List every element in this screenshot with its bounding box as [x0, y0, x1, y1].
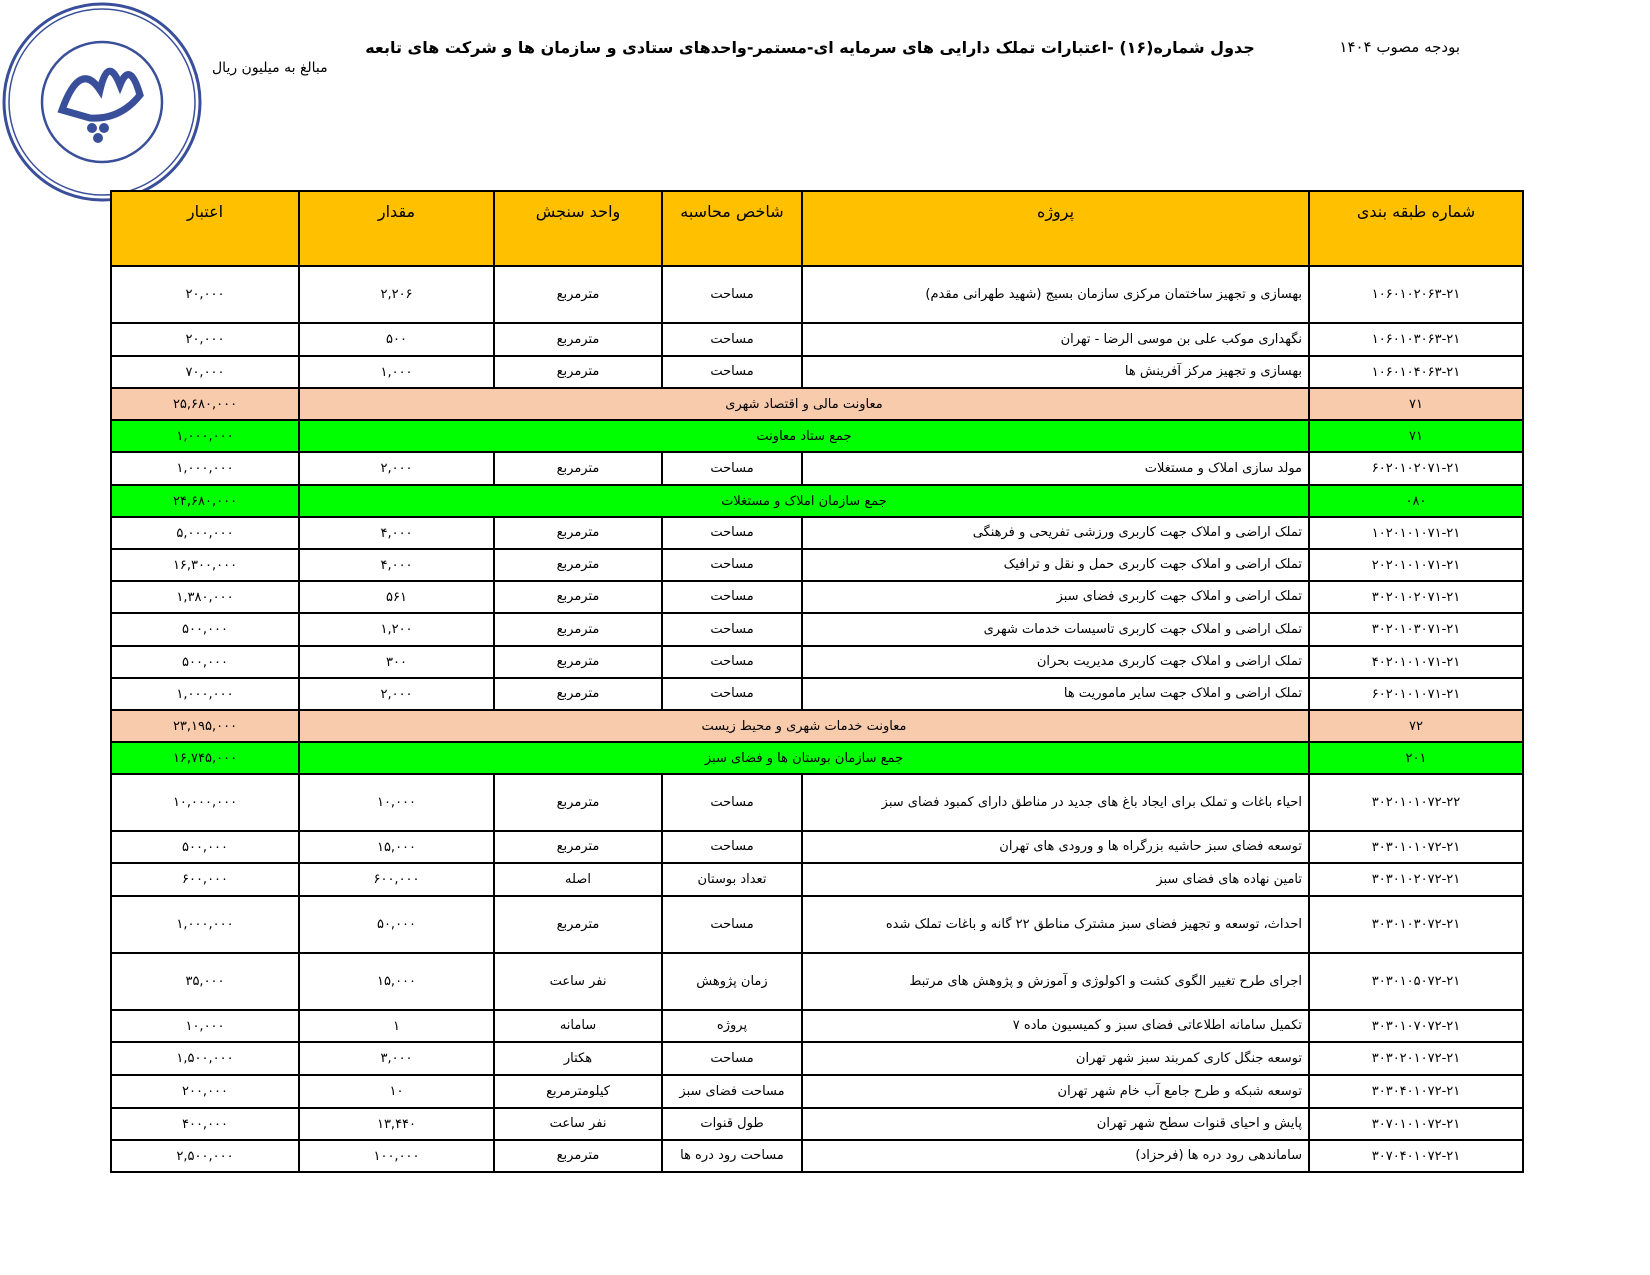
cell-quantity: ۴,۰۰۰ [299, 549, 494, 581]
cell-code: ۱۰۶۰۱۰۳۰۶۳-۲۱ [1309, 323, 1523, 356]
cell-unit: هکتار [494, 1042, 662, 1075]
cell-code: ۷۱ [1309, 420, 1523, 452]
cell-indicator: مساحت [662, 356, 802, 388]
cell-quantity: ۱۰,۰۰۰ [299, 774, 494, 831]
cell-code: ۳۰۳۰۱۰۱۰۷۲-۲۱ [1309, 831, 1523, 863]
cell-code: ۲۰۲۰۱۰۱۰۷۱-۲۱ [1309, 549, 1523, 581]
table-row [111, 1075, 1523, 1108]
cell-unit: کیلومترمربع [494, 1075, 662, 1108]
cell-credit: ۵۰۰,۰۰۰ [111, 646, 299, 678]
table-row [111, 613, 1523, 646]
total-row [111, 485, 1523, 517]
cell-indicator: مساحت [662, 452, 802, 485]
cell-project: تکمیل سامانه اطلاعاتی فضای سبز و کمیسیون ماده ۷ [802, 1010, 1309, 1042]
table-row [111, 774, 1523, 831]
cell-quantity: ۱ [299, 1010, 494, 1042]
cell-quantity: ۱,۰۰۰ [299, 356, 494, 388]
cell-credit: ۲۳,۱۹۵,۰۰۰ [111, 710, 299, 742]
cell-unit: مترمربع [494, 356, 662, 388]
total-row [111, 742, 1523, 774]
cell-project: مولد سازی املاک و مستغلات [802, 452, 1309, 485]
cell-quantity: ۳,۰۰۰ [299, 1042, 494, 1075]
cell-quantity: ۱۵,۰۰۰ [299, 953, 494, 1010]
cell-credit: ۱,۳۸۰,۰۰۰ [111, 581, 299, 613]
cell-indicator: مساحت [662, 266, 802, 323]
cell-credit: ۲۰,۰۰۰ [111, 323, 299, 356]
cell-credit: ۱,۰۰۰,۰۰۰ [111, 420, 299, 452]
col-header-code: شماره طبقه بندی [1309, 191, 1523, 266]
table-row [111, 896, 1523, 953]
page-title: جدول شماره(۱۶) -اعتبارات تملک دارایی های سرمایه ای-مستمر-واحدهای ستادی و سازمان ها و شرکت های تابعه [365, 38, 1255, 57]
cell-quantity: ۱۵,۰۰۰ [299, 831, 494, 863]
cell-quantity: ۶۰۰,۰۰۰ [299, 863, 494, 896]
table-row [111, 1108, 1523, 1140]
cell-indicator: مساحت [662, 646, 802, 678]
cell-project: اجرای طرح تغییر الگوی کشت و اکولوژی و آموزش و پژوهش های مرتبط [802, 953, 1309, 1010]
cell-unit: مترمربع [494, 774, 662, 831]
cell-quantity: ۲,۲۰۶ [299, 266, 494, 323]
cell-code: ۳۰۲۰۱۰۲۰۷۱-۲۱ [1309, 581, 1523, 613]
cell-unit: مترمربع [494, 646, 662, 678]
cell-code: ۲۰۱ [1309, 742, 1523, 774]
cell-code: ۱۰۶۰۱۰۲۰۶۳-۲۱ [1309, 266, 1523, 323]
cell-project: پایش و احیای قنوات سطح شهر تهران [802, 1108, 1309, 1140]
cell-indicator: پروژه [662, 1010, 802, 1042]
table-row [111, 517, 1523, 549]
col-header-credit: اعتبار [111, 191, 299, 266]
budget-label: بودجه مصوب ۱۴۰۴ [1339, 38, 1460, 56]
cell-project: احیاء باغات و تملک برای ایجاد باغ های جدید در مناطق دارای کمبود فضای سبز [802, 774, 1309, 831]
table-row [111, 1140, 1523, 1172]
cell-code: ۷۱ [1309, 388, 1523, 420]
cell-code: ۳۰۳۰۱۰۷۰۷۲-۲۱ [1309, 1010, 1523, 1042]
cell-indicator: مساحت [662, 678, 802, 710]
cell-unit: مترمربع [494, 1140, 662, 1172]
cell-code: ۰۸۰ [1309, 485, 1523, 517]
cell-code: ۷۲ [1309, 710, 1523, 742]
cell-credit: ۵۰۰,۰۰۰ [111, 831, 299, 863]
table-row [111, 831, 1523, 863]
cell-code: ۳۰۷۰۴۰۱۰۷۲-۲۱ [1309, 1140, 1523, 1172]
table-row [111, 678, 1523, 710]
cell-indicator: مساحت [662, 323, 802, 356]
cell-project: توسعه شبکه و طرح جامع آب خام شهر تهران [802, 1075, 1309, 1108]
cell-code: ۶۰۲۰۱۰۲۰۷۱-۲۱ [1309, 452, 1523, 485]
cell-unit: مترمربع [494, 613, 662, 646]
table-row [111, 581, 1523, 613]
cell-credit: ۲,۵۰۰,۰۰۰ [111, 1140, 299, 1172]
table-row [111, 323, 1523, 356]
cell-code: ۱۰۶۰۱۰۴۰۶۳-۲۱ [1309, 356, 1523, 388]
cell-indicator: مساحت [662, 774, 802, 831]
cell-quantity: ۵۰,۰۰۰ [299, 896, 494, 953]
cell-quantity: ۱۰۰,۰۰۰ [299, 1140, 494, 1172]
total-row [111, 420, 1523, 452]
cell-quantity: ۵۰۰ [299, 323, 494, 356]
cell-code: ۳۰۳۰۲۰۱۰۷۲-۲۱ [1309, 1042, 1523, 1075]
table-row [111, 1042, 1523, 1075]
cell-unit: مترمربع [494, 581, 662, 613]
cell-section-title: معاونت مالی و اقتصاد شهری [299, 388, 1309, 420]
cell-code: ۳۰۳۰۱۰۳۰۷۲-۲۱ [1309, 896, 1523, 953]
cell-indicator: تعداد بوستان [662, 863, 802, 896]
cell-code: ۳۰۳۰۱۰۲۰۷۲-۲۱ [1309, 863, 1523, 896]
table-row [111, 549, 1523, 581]
cell-indicator: مساحت رود دره ها [662, 1140, 802, 1172]
cell-project: احداث، توسعه و تجهیز فضای سبز مشترک مناطق ۲۲ گانه و باغات تملک شده [802, 896, 1309, 953]
cell-indicator: مساحت [662, 613, 802, 646]
cell-project: تملک اراضی و املاک جهت کاربری فضای سبز [802, 581, 1309, 613]
group-subtotal-row [111, 388, 1523, 420]
cell-quantity: ۱,۲۰۰ [299, 613, 494, 646]
cell-indicator: مساحت [662, 1042, 802, 1075]
cell-quantity: ۱۳,۴۴۰ [299, 1108, 494, 1140]
cell-credit: ۱۰,۰۰۰,۰۰۰ [111, 774, 299, 831]
cell-code: ۶۰۲۰۱۰۱۰۷۱-۲۱ [1309, 678, 1523, 710]
cell-project: بهسازی و تجهیز مرکز آفرینش ها [802, 356, 1309, 388]
cell-unit: مترمربع [494, 517, 662, 549]
cell-section-title: معاونت خدمات شهری و محیط زیست [299, 710, 1309, 742]
table-row [111, 863, 1523, 896]
cell-project: بهسازی و تجهیز ساختمان مرکزی سازمان بسیج (شهید طهرانی مقدم) [802, 266, 1309, 323]
cell-unit: مترمربع [494, 549, 662, 581]
currency-unit-note: مبالغ به میلیون ریال [212, 60, 328, 76]
cell-quantity: ۲,۰۰۰ [299, 452, 494, 485]
cell-project: نگهداری موکب علی بن موسی الرضا - تهران [802, 323, 1309, 356]
cell-code: ۳۰۲۰۱۰۳۰۷۱-۲۱ [1309, 613, 1523, 646]
cell-credit: ۱۶,۳۰۰,۰۰۰ [111, 549, 299, 581]
cell-indicator: مساحت [662, 831, 802, 863]
cell-unit: مترمربع [494, 452, 662, 485]
cell-section-title: جمع ستاد معاونت [299, 420, 1309, 452]
cell-credit: ۲۵,۶۸۰,۰۰۰ [111, 388, 299, 420]
cell-credit: ۱,۰۰۰,۰۰۰ [111, 678, 299, 710]
col-header-quantity: مقدار [299, 191, 494, 266]
cell-code: ۴۰۲۰۱۰۱۰۷۱-۲۱ [1309, 646, 1523, 678]
cell-code: ۳۰۳۰۴۰۱۰۷۲-۲۱ [1309, 1075, 1523, 1108]
cell-credit: ۱,۰۰۰,۰۰۰ [111, 896, 299, 953]
cell-unit: مترمربع [494, 678, 662, 710]
cell-credit: ۲۰,۰۰۰ [111, 266, 299, 323]
cell-credit: ۶۰۰,۰۰۰ [111, 863, 299, 896]
col-header-unit: واحد سنجش [494, 191, 662, 266]
cell-credit: ۲۴,۶۸۰,۰۰۰ [111, 485, 299, 517]
cell-credit: ۱۰,۰۰۰ [111, 1010, 299, 1042]
table-row [111, 452, 1523, 485]
cell-credit: ۱,۵۰۰,۰۰۰ [111, 1042, 299, 1075]
cell-code: ۳۰۷۰۱۰۱۰۷۲-۲۱ [1309, 1108, 1523, 1140]
cell-code: ۳۰۳۰۱۰۵۰۷۲-۲۱ [1309, 953, 1523, 1010]
cell-quantity: ۵۶۱ [299, 581, 494, 613]
cell-credit: ۳۵,۰۰۰ [111, 953, 299, 1010]
cell-credit: ۵,۰۰۰,۰۰۰ [111, 517, 299, 549]
cell-unit: نفر ساعت [494, 953, 662, 1010]
cell-project: ساماندهی رود دره ها (فرحزاد) [802, 1140, 1309, 1172]
cell-code: ۳۰۲۰۱۰۱۰۷۲-۲۲ [1309, 774, 1523, 831]
cell-unit: مترمربع [494, 896, 662, 953]
cell-credit: ۷۰,۰۰۰ [111, 356, 299, 388]
cell-project: تملک اراضی و املاک جهت سایر ماموریت ها [802, 678, 1309, 710]
budget-table [110, 190, 1524, 1173]
cell-unit: مترمربع [494, 831, 662, 863]
cell-credit: ۲۰۰,۰۰۰ [111, 1075, 299, 1108]
table-header-row [111, 191, 1523, 266]
table-row [111, 356, 1523, 388]
cell-unit: سامانه [494, 1010, 662, 1042]
cell-quantity: ۳۰۰ [299, 646, 494, 678]
cell-quantity: ۱۰ [299, 1075, 494, 1108]
cell-unit: مترمربع [494, 323, 662, 356]
col-header-indicator: شاخص محاسبه [662, 191, 802, 266]
cell-quantity: ۴,۰۰۰ [299, 517, 494, 549]
cell-credit: ۱,۰۰۰,۰۰۰ [111, 452, 299, 485]
table-row [111, 266, 1523, 323]
cell-indicator: مساحت [662, 581, 802, 613]
cell-credit: ۴۰۰,۰۰۰ [111, 1108, 299, 1140]
cell-code: ۱۰۲۰۱۰۱۰۷۱-۲۱ [1309, 517, 1523, 549]
council-seal-stamp [0, 0, 205, 205]
cell-project: تملک اراضی و املاک جهت کاربری حمل و نقل و ترافیک [802, 549, 1309, 581]
cell-project: توسعه جنگل کاری کمربند سبز شهر تهران [802, 1042, 1309, 1075]
cell-project: تملک اراضی و املاک جهت کاربری مدیریت بحران [802, 646, 1309, 678]
cell-section-title: جمع سازمان املاک و مستغلات [299, 485, 1309, 517]
cell-indicator: مساحت [662, 896, 802, 953]
cell-project: تملک اراضی و املاک جهت کاربری ورزشی تفریحی و فرهنگی [802, 517, 1309, 549]
cell-credit: ۱۶,۷۴۵,۰۰۰ [111, 742, 299, 774]
table-row [111, 953, 1523, 1010]
cell-credit: ۵۰۰,۰۰۰ [111, 613, 299, 646]
col-header-project: پروژه [802, 191, 1309, 266]
cell-indicator: مساحت فضای سبز [662, 1075, 802, 1108]
group-subtotal-row [111, 710, 1523, 742]
cell-indicator: مساحت [662, 549, 802, 581]
cell-unit: نفر ساعت [494, 1108, 662, 1140]
cell-section-title: جمع سازمان بوستان ها و فضای سبز [299, 742, 1309, 774]
cell-indicator: زمان پژوهش [662, 953, 802, 1010]
cell-project: تامین نهاده های فضای سبز [802, 863, 1309, 896]
table-row [111, 1010, 1523, 1042]
table-row [111, 646, 1523, 678]
cell-project: توسعه فضای سبز حاشیه بزرگراه ها و ورودی های تهران [802, 831, 1309, 863]
cell-quantity: ۲,۰۰۰ [299, 678, 494, 710]
cell-unit: اصله [494, 863, 662, 896]
cell-project: تملک اراضی و املاک جهت کاربری تاسیسات خدمات شهری [802, 613, 1309, 646]
cell-indicator: طول قنوات [662, 1108, 802, 1140]
cell-indicator: مساحت [662, 517, 802, 549]
cell-unit: مترمربع [494, 266, 662, 323]
